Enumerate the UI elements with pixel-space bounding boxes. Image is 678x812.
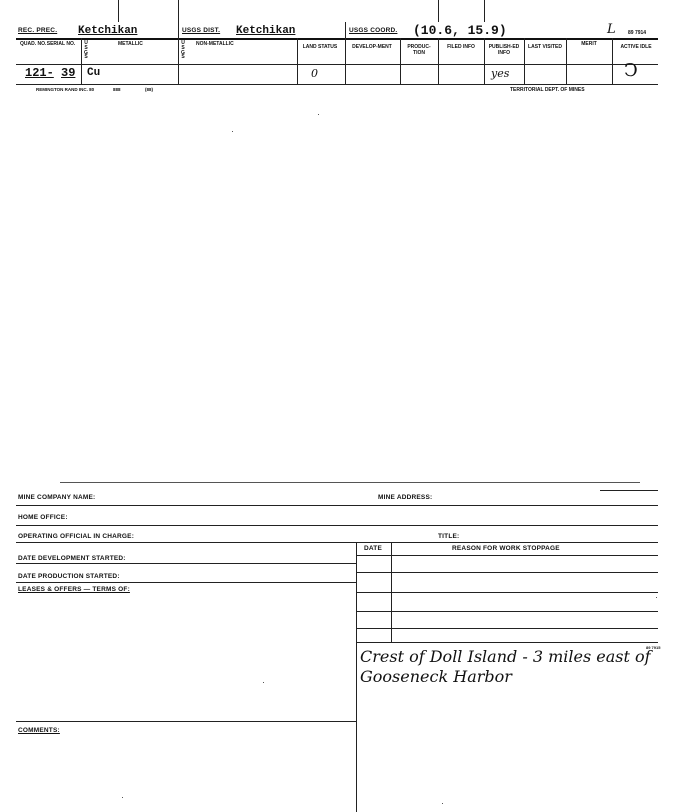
col-metallic: METALLIC	[118, 41, 143, 47]
metallic-value: Cu	[87, 67, 101, 79]
col-last-visited: LAST VISITED	[528, 44, 562, 50]
speck	[122, 797, 123, 798]
col-divider	[524, 38, 525, 84]
col-divider	[484, 38, 485, 84]
location-line-1: Crest of Doll Island - 3 miles east of	[360, 647, 651, 666]
location-line-2: Gooseneck Harbor	[360, 667, 512, 686]
operating-official-label: OPERATING OFFICIAL IN CHARGE:	[18, 533, 135, 540]
speck	[232, 131, 233, 132]
rec-prec-label: REC. PREC.	[18, 27, 58, 34]
divider	[178, 22, 179, 38]
top-tick-line	[118, 0, 119, 22]
form-rule	[16, 721, 356, 722]
speck	[656, 597, 657, 598]
col-divider	[566, 38, 567, 84]
col-merit: MERIT	[581, 41, 597, 47]
speck	[442, 803, 443, 804]
reason-column-header: REASON FOR WORK STOPPAGE	[452, 545, 560, 552]
leases-label: LEASES & OFFERS — TERMS OF:	[18, 586, 130, 593]
speck	[263, 682, 264, 683]
form-code: 888	[113, 87, 121, 92]
col-divider	[400, 38, 401, 84]
printer-imprint: REMINGTON RAND INC. 80	[36, 87, 95, 92]
quad-value: 121-	[25, 66, 54, 80]
form-rule	[16, 582, 356, 583]
corner-code: 89 7914	[628, 30, 647, 36]
col-divider	[81, 38, 82, 84]
table-row-line	[356, 572, 658, 573]
home-office-label: HOME OFFICE:	[18, 514, 68, 521]
col-quad-no: QUAD. NO.	[20, 41, 47, 47]
date-production-label: DATE PRODUCTION STARTED:	[18, 573, 120, 580]
col-usgs-nonmetallic: USGS	[181, 40, 185, 61]
header-rule	[16, 38, 658, 40]
table-row-line	[356, 611, 658, 612]
col-divider	[438, 38, 439, 84]
title-label: TITLE:	[438, 533, 460, 540]
table-row-line	[356, 592, 658, 593]
top-tick-line	[178, 0, 179, 22]
usgs-coord-value: (10.6, 15.9)	[413, 23, 507, 38]
form-rule	[16, 542, 658, 543]
col-land-status: LAND STATUS	[302, 44, 338, 50]
comments-label: COMMENTS:	[18, 727, 60, 734]
form-rule	[16, 563, 356, 564]
col-usgs-metallic: USGS	[84, 40, 88, 61]
row-bottom-rule	[16, 84, 658, 85]
usgs-dist-label: USGS DIST.	[182, 27, 221, 34]
col-divider	[178, 38, 179, 84]
table-left-border	[356, 542, 357, 812]
land-status-value: 0	[311, 67, 318, 80]
date-column-header: DATE	[364, 545, 383, 552]
divider	[345, 22, 346, 38]
column-header-rule	[16, 64, 658, 65]
published-info-value: yes	[491, 67, 510, 80]
col-divider	[297, 38, 298, 84]
col-filed-info: FILED INFO	[447, 44, 475, 50]
serial-value: 39	[61, 66, 76, 80]
top-tick-line	[438, 0, 439, 22]
date-development-label: DATE DEVELOPMENT STARTED:	[18, 555, 126, 562]
col-active-idle: ACTIVE IDLE	[620, 44, 652, 50]
col-development: DEVELOP-MENT	[352, 44, 392, 50]
col-serial-no: SERIAL NO.	[46, 41, 76, 47]
table-row-line	[356, 628, 658, 629]
col-non-metallic: NON-METALLIC	[196, 41, 234, 47]
mine-address-label: MINE ADDRESS:	[378, 494, 433, 501]
usgs-dist-value: Ketchikan	[236, 25, 296, 37]
col-production: PRODUC-TION	[407, 44, 431, 56]
form-rule	[16, 505, 658, 506]
card-top-edge	[600, 490, 658, 491]
table-row-line	[356, 555, 658, 556]
table-row-line	[356, 642, 658, 643]
department-imprint: TERRITORIAL DEPT. OF MINES	[510, 87, 585, 93]
back-corner-code: 89 7915	[646, 645, 661, 650]
active-idle-mark: Ↄ	[624, 60, 638, 81]
mine-company-label: MINE COMPANY NAME:	[18, 494, 96, 501]
col-divider	[345, 38, 346, 84]
corner-mark: L	[607, 22, 616, 37]
speck	[318, 114, 319, 115]
usgs-coord-label: USGS COORD.	[349, 27, 398, 34]
rec-prec-value: Ketchikan	[78, 25, 138, 37]
form-rule	[16, 525, 658, 526]
form-code-secondary: (88)	[145, 87, 154, 92]
col-divider	[612, 38, 613, 84]
card-top-edge	[60, 482, 640, 483]
col-published-info: PUBLISH-ED INFO	[488, 44, 520, 56]
top-tick-line	[484, 0, 485, 22]
